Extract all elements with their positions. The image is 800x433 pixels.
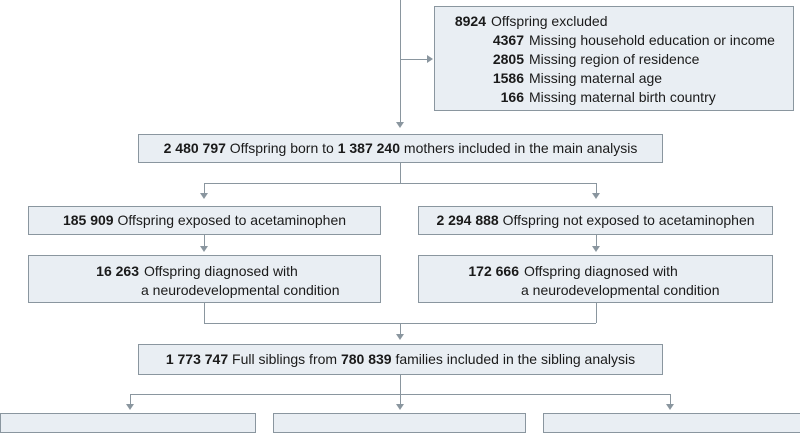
exposed-count: 185 909 — [62, 212, 114, 228]
sibling-analysis-box — [138, 344, 663, 375]
excluded-label: Offspring excluded — [491, 13, 608, 29]
exposed-diagnosed-box — [28, 255, 381, 303]
not-exposed-diagnosed-line2: a neurodevelopmental condition — [521, 282, 720, 298]
arrow-bottom-right — [666, 404, 674, 410]
excluded-branch-line — [400, 59, 427, 60]
exposed-diagnosed-line2: a neurodevelopmental condition — [141, 282, 340, 298]
excluded-box — [434, 6, 794, 111]
not-exposed-diagnosed-count: 172 666 — [468, 263, 519, 279]
main-analysis-box — [138, 134, 663, 163]
sibling-drop-right — [670, 394, 671, 404]
exposed-diagnosed-count: 16 263 — [96, 263, 139, 279]
arrow-to-sibling — [396, 334, 404, 340]
arrow-to-not-exposed-diagnosed — [592, 246, 600, 252]
arrow-to-exposed-diagnosed — [200, 246, 208, 252]
excluded-reason-label: Missing household education or income — [529, 32, 775, 48]
arrow-bottom-mid — [396, 404, 404, 410]
excluded-reason-label: Missing region of residence — [529, 51, 700, 67]
main-text-a: Offspring born to — [229, 140, 334, 156]
arrow-to-excluded — [427, 55, 433, 63]
excluded-reason-label: Missing maternal age — [529, 70, 663, 86]
main-text-b: mothers included in the main analysis — [403, 140, 638, 156]
excluded-total-row — [441, 12, 793, 31]
not-exposed-label: Offspring not exposed to acetaminophen — [502, 212, 755, 228]
arrow-to-not-exposed — [592, 193, 600, 199]
arrow-to-exposed — [200, 193, 208, 199]
not-exposed-diagnosed-line1: Offspring diagnosed with — [524, 263, 678, 279]
excluded-reason-row — [441, 50, 793, 69]
sibling-text-a: Full siblings from — [232, 351, 338, 367]
exposed-diagnosed-line1: Offspring diagnosed with — [144, 263, 298, 279]
excluded-reason-row — [441, 31, 793, 50]
excluded-reason-row — [441, 88, 793, 107]
sibling-drop-mid — [400, 394, 401, 404]
bottom-box-right — [543, 413, 800, 433]
main-split — [204, 183, 596, 184]
left-merge — [204, 303, 205, 323]
right-drop-1 — [596, 183, 597, 193]
excluded-reason-count: 1586 — [492, 70, 524, 86]
arrow-to-main — [396, 122, 404, 128]
right-drop-2 — [596, 234, 597, 246]
exposed-box — [28, 206, 381, 235]
excluded-reason-row — [441, 69, 793, 88]
not-exposed-diagnosed-box — [418, 255, 773, 303]
excluded-reason-label: Missing maternal birth country — [529, 89, 716, 105]
trunk-line-top — [400, 0, 401, 122]
main-mothers-count: 1 387 240 — [337, 140, 401, 156]
sibling-count: 1 773 747 — [165, 351, 229, 367]
not-exposed-box — [418, 206, 773, 235]
left-drop-2 — [204, 234, 205, 246]
excluded-reason-count: 166 — [500, 89, 524, 105]
sibling-drop-left — [130, 394, 131, 404]
excluded-total: 8924 — [454, 13, 486, 29]
sibling-families-count: 780 839 — [340, 351, 392, 367]
main-stem — [400, 162, 401, 183]
right-merge — [596, 303, 597, 323]
excluded-reason-count: 2805 — [492, 51, 524, 67]
bottom-box-middle — [273, 413, 526, 433]
exposed-label: Offspring exposed to acetaminophen — [117, 212, 347, 228]
bottom-box-left — [0, 413, 256, 433]
arrow-bottom-left — [126, 404, 134, 410]
not-exposed-count: 2 294 888 — [436, 212, 499, 228]
merge-stem — [400, 323, 401, 334]
sibling-text-b: families included in the sibling analysis — [395, 351, 636, 367]
excluded-reason-count: 4367 — [492, 32, 524, 48]
main-offspring-count: 2 480 797 — [163, 140, 226, 156]
sibling-stem — [400, 375, 401, 394]
left-drop-1 — [204, 183, 205, 193]
